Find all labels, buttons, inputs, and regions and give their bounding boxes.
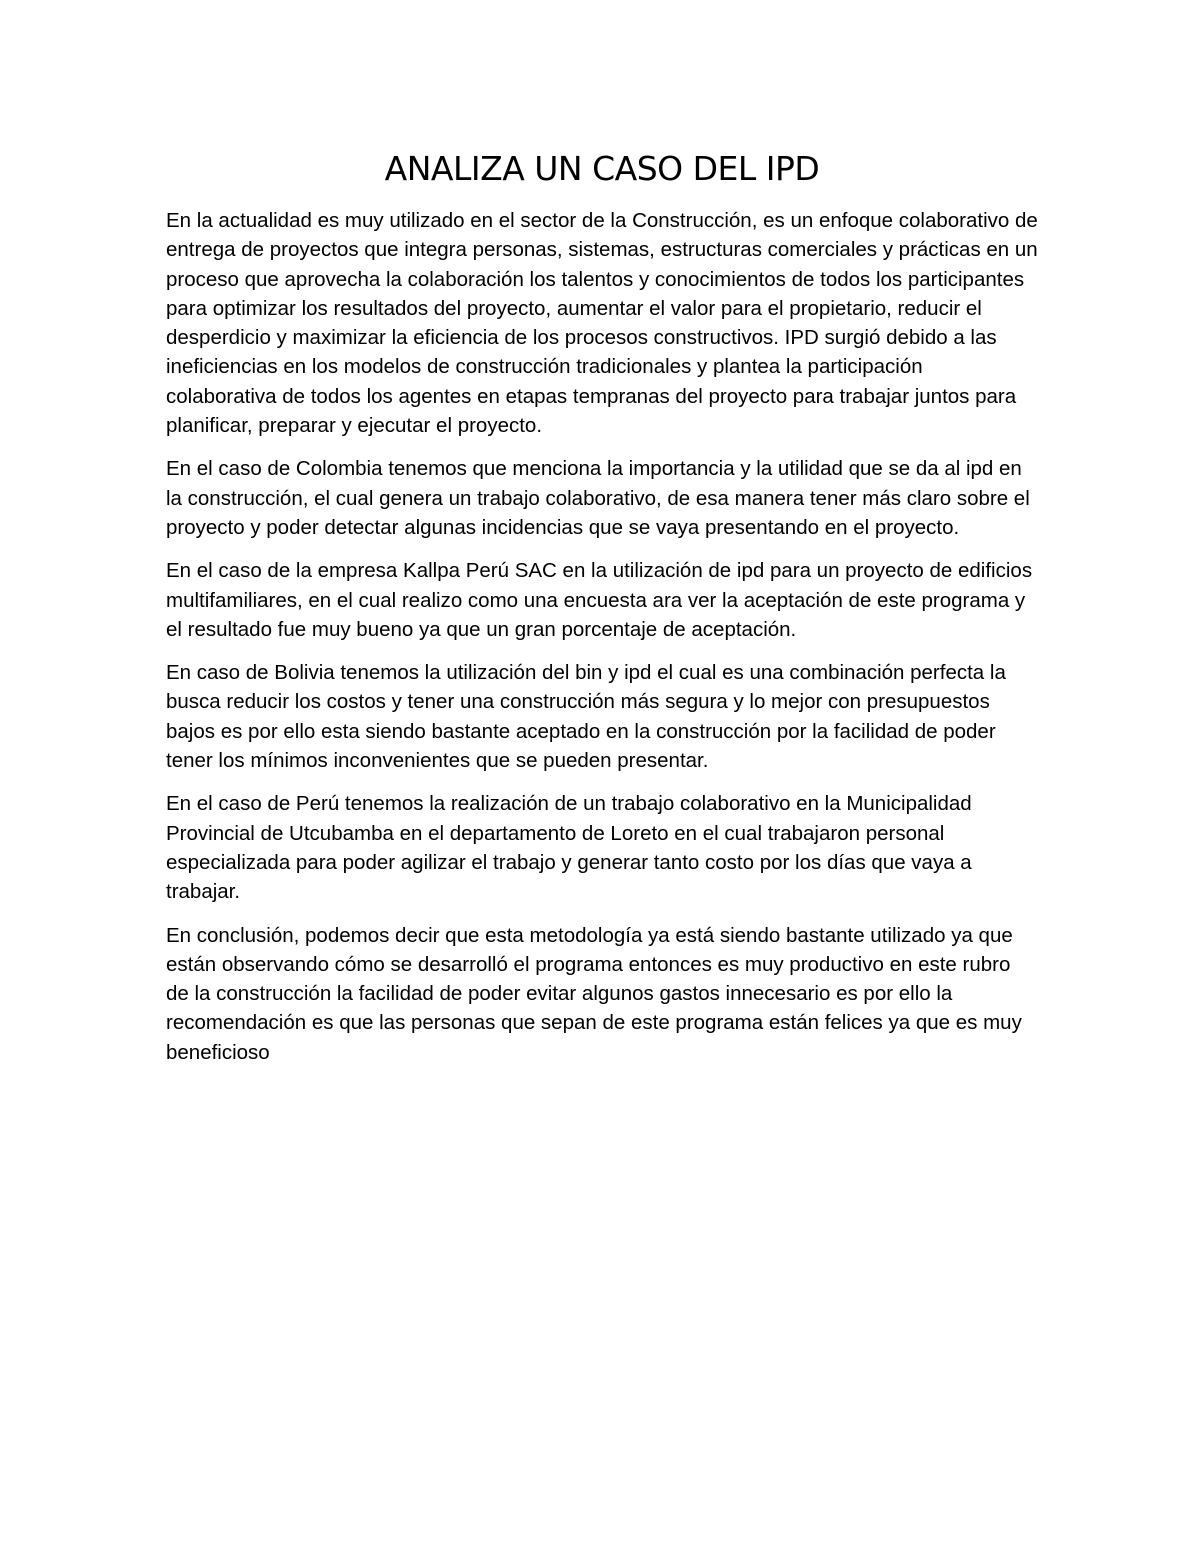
document-body [166, 146, 1038, 1081]
document-title: ANALIZA UN CASO DEL IPD [384, 149, 820, 188]
paragraph-bolivia: En caso de Bolivia tenemos la utilización del bin y ipd el cual es una combinación perfecta la busca reducir los costos y tener una construcción más segura y lo mejor con presupuestos bajos es por ello esta siendo bastante aceptado en la construcción por la facilidad de poder tener los mínimos inconvenientes que se pueden presentar. [166, 661, 1006, 773]
paragraph-peru-utcubamba: En el caso de Perú tenemos la realización de un trabajo colaborativo en la Municipalidad Provincial de Utcubamba en el departamento de Loreto en el cual trabajaron personal especializada para poder agilizar el trabajo y generar tanto costo por los días que vaya a trabajar. [166, 792, 972, 904]
paragraph-introduction: En la actualidad es muy utilizado en el sector de la Construcción, es un enfoque colaborativo de entrega de proyectos que integra personas, sistemas, estructuras comerciales y prácticas en un proceso que aprovecha la colaboración los talentos y conocimientos de todos los participantes para optimizar los resultados del proyecto, aumentar el valor para el propietario, reducir el desperdicio y maximizar la eficiencia de los procesos constructivos. IPD surgió debido a las ineficiencias en los modelos de construcción tradicionales y plantea la participación colaborativa de todos los agentes en etapas tempranas del proyecto para trabajar juntos para planificar, preparar y ejecutar el proyecto. [166, 209, 1038, 438]
paragraph-conclusion: En conclusión, podemos decir que esta metodología ya está siendo bastante utilizado ya que están observando cómo se desarrolló el programa entonces es muy productivo en este rubro de la construcción la facilidad de poder evitar algunos gastos innecesario es por ello la recomendación es que las personas que sepan de este programa están felices ya que es muy beneficioso [166, 923, 1022, 1064]
paragraph-colombia: En el caso de Colombia tenemos que menciona la importancia y la utilidad que se da al ipd en la construcción, el cual genera un trabajo colaborativo, de esa manera tener más claro sobre el proyecto y poder detectar algunas incidencias que se vaya presentando en el proyecto. [166, 457, 1030, 539]
paragraph-kallpa-peru: En el caso de la empresa Kallpa Perú SAC en la utilización de ipd para un proyecto de edificios multifamiliares, en el cual realizo como una encuesta ara ver la aceptación de este programa y el resultado fue muy bueno ya que un gran porcentaje de aceptación. [166, 559, 1033, 641]
